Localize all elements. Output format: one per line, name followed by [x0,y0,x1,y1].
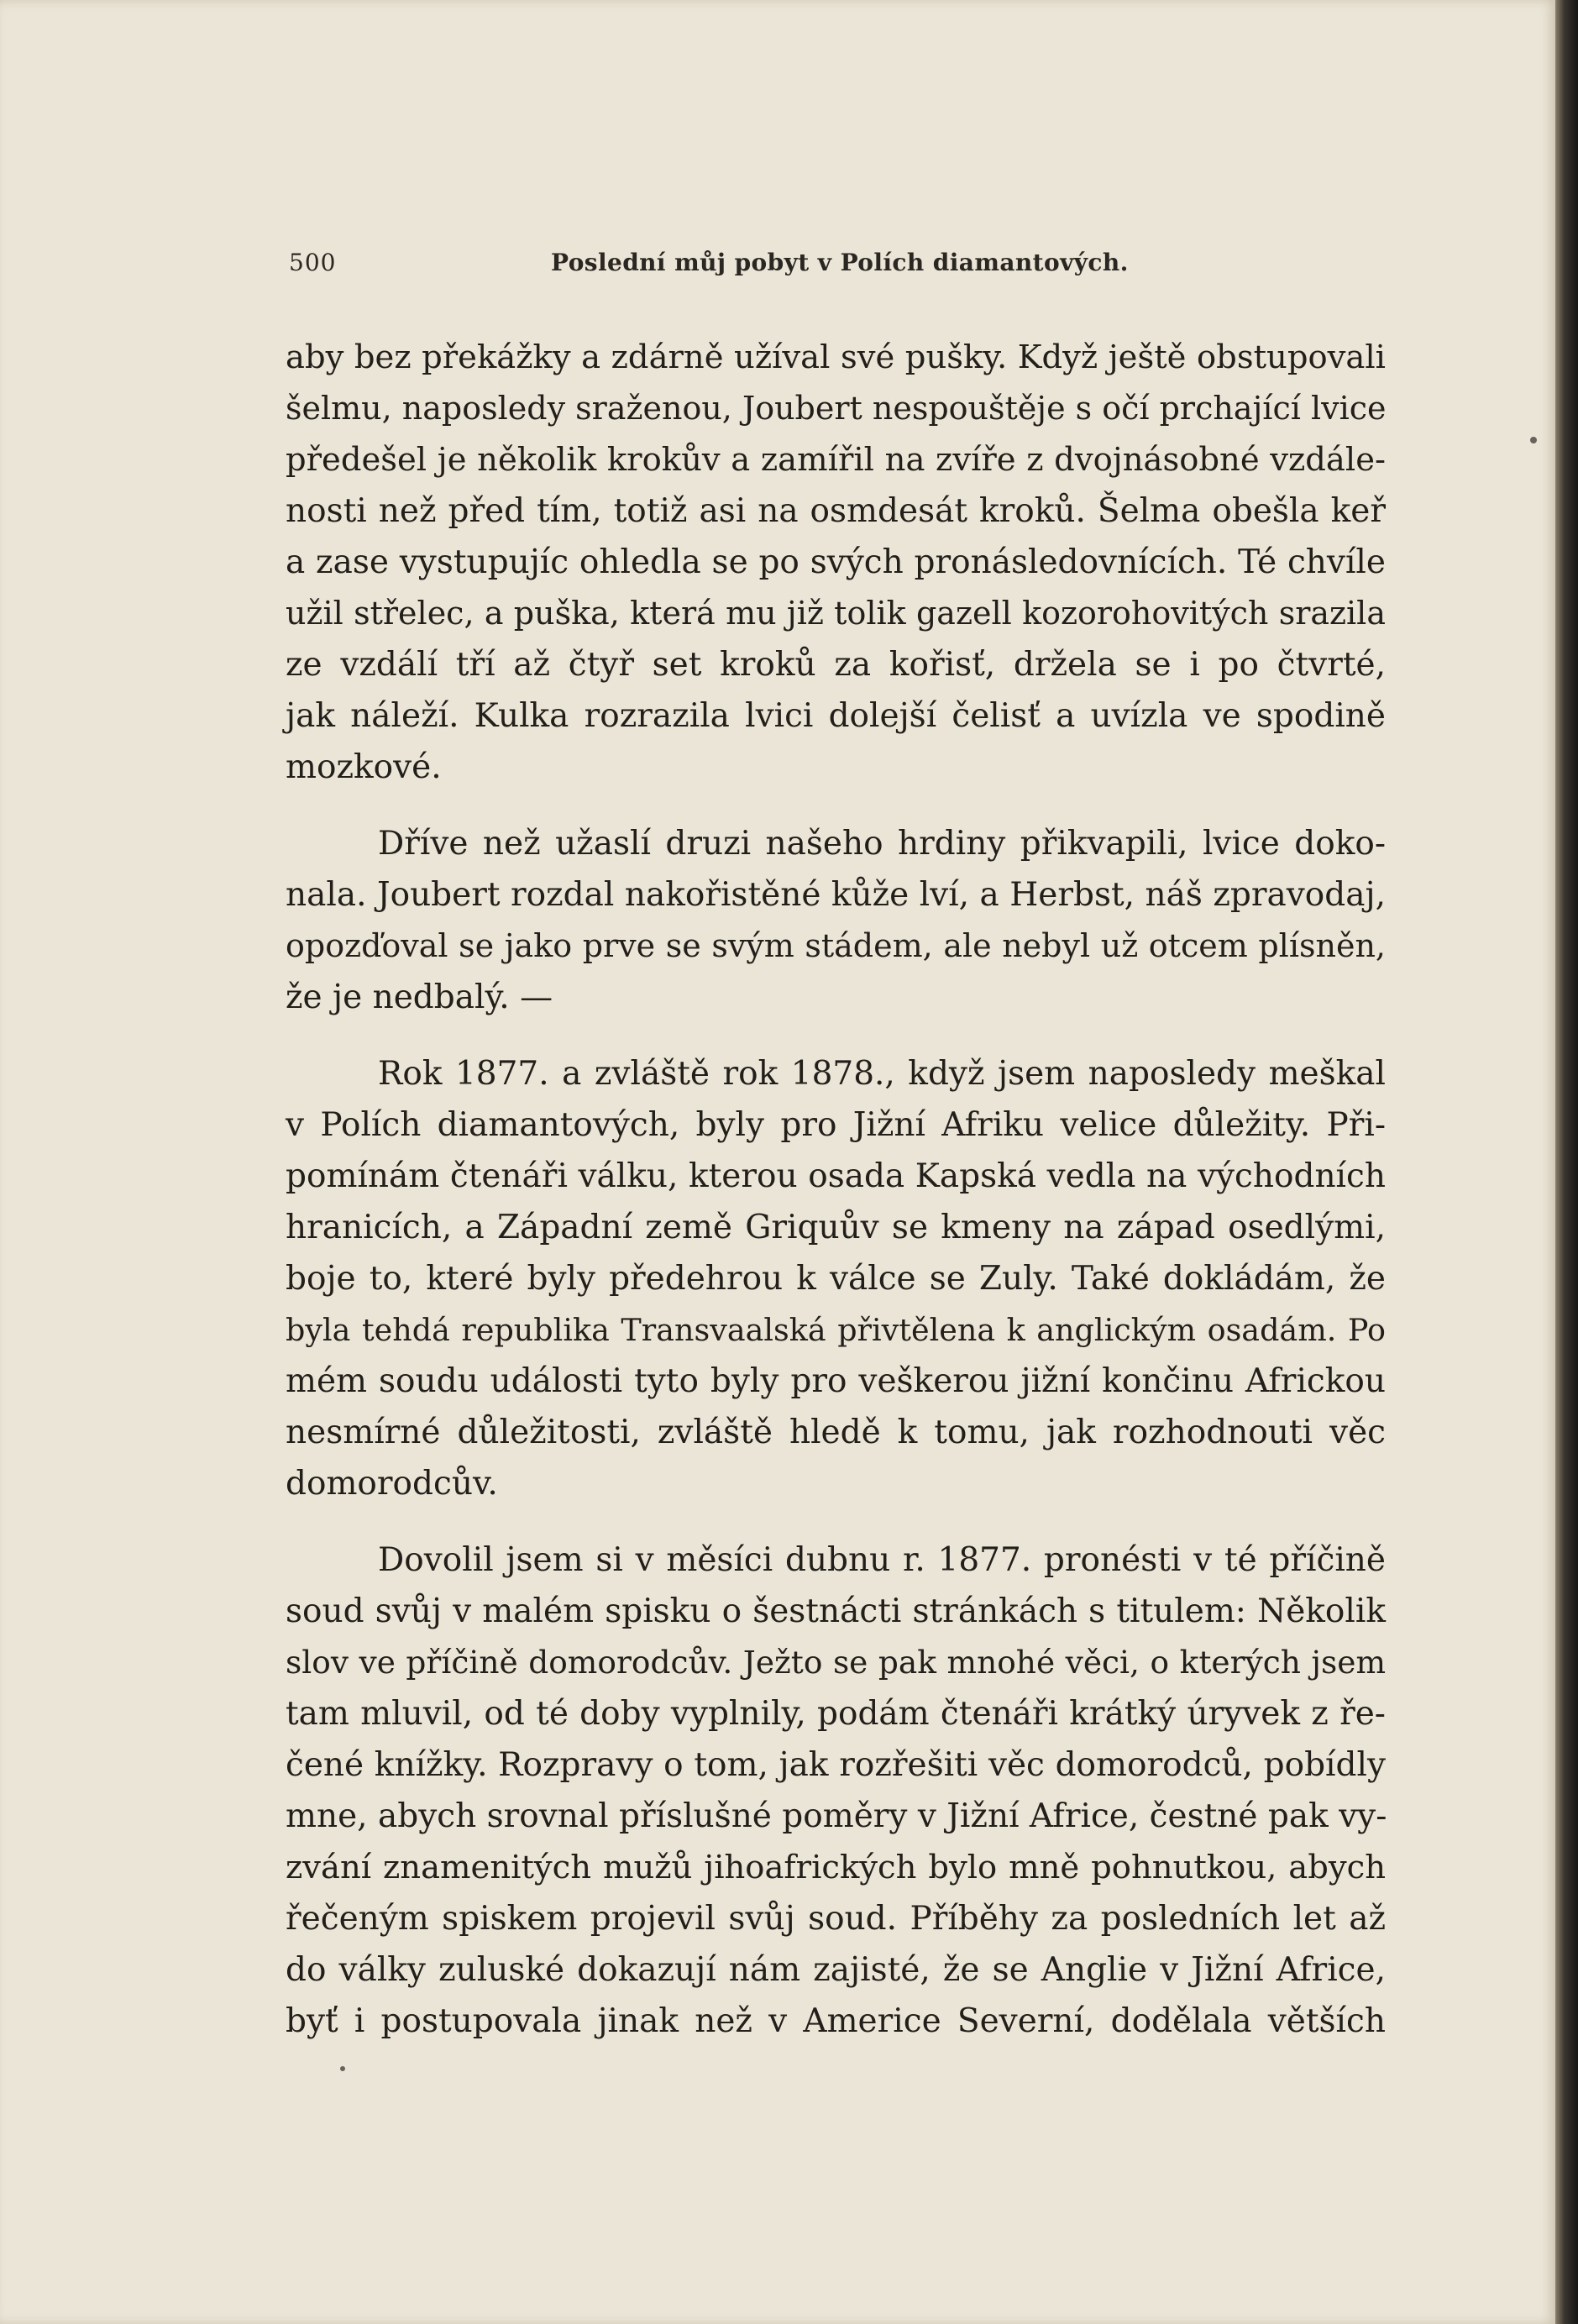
text-line: boje to, které byly předehrou k válce se Zuly. Také dokládám, že [286,1260,1386,1298]
text-line: v Polích diamantových, byly pro Jižní Afriku velice důležity. Při- [286,1106,1386,1144]
paragraph [286,818,1386,1023]
text-line: mne, abych srovnal příslušné poměry v Jižní Africe, čestné pak vy- [286,1797,1387,1835]
text-line: jak náleží. Kulka rozrazila lvici dolejší čelisť a uvízla ve spodině [286,697,1386,735]
text-line: nosti než před tím, totiž asi na osmdesát kroků. Šelma obešla keř [286,492,1386,530]
text-line: že je nedbalý. — [286,978,553,1016]
text-line: slov ve příčině domorodcův. Ježto se pak mnohé věci, o kterých jsem [286,1644,1386,1681]
paper-speck [1530,437,1537,443]
page-edge [1555,0,1578,2324]
text-line: aby bez překážky a zdárně užíval své pušky. Když ještě obstupovali [286,338,1386,376]
text-line: mém soudu události tyto byly pro veškerou jižní končinu Africkou [286,1362,1386,1400]
text-line: opozďoval se jako prve se svým stádem, ale nebyl už otcem plísněn, [286,927,1386,964]
text-line: byť i postupovala jinak než v Americe Severní, dodělala větších [286,2002,1386,2040]
text-line: Rok 1877. a zvláště rok 1878., když jsem naposledy meškal [378,1055,1386,1093]
body-text [286,332,1386,2047]
text-line: šelmu, naposledy sraženou, Joubert nespouštěje s očí prchající lvice [286,390,1387,427]
page-number: 500 [289,249,337,276]
paragraph [286,1534,1386,2047]
text-line: mozkové. [286,748,442,786]
text-line: hranicích, a Západní země Griquův se kmeny na západ osedlými, [286,1209,1386,1246]
text-line: čené knížky. Rozpravy o tom, jak rozřešiti věc domorodců, pobídly [286,1746,1386,1784]
text-line: domorodcův. [286,1465,498,1503]
text-line: nala. Joubert rozdal nakořistěné kůže lví, a Herbst, náš zpravodaj, [286,876,1386,914]
text-line: zvání znamenitých mužů jihoafrických bylo mně pohnutkou, abych [286,1849,1386,1886]
paper-speck [340,2066,345,2071]
paragraph [286,332,1386,793]
text-line: byla tehdá republika Transvaalská přivtělena k anglickým osadám. Po [286,1312,1386,1348]
text-line: užil střelec, a puška, která mu již tolik gazell kozorohovitých srazila [286,595,1386,632]
text-line: a zase vystupujíc ohledla se po svých pronásledovnících. Té chvíle [286,543,1386,581]
paragraph [286,1048,1386,1509]
running-head [286,249,1134,282]
text-line: pomínám čtenáři válku, kterou osada Kapská vedla na východních [286,1157,1386,1195]
text-line: řečeným spiskem projevil svůj soud. Příběhy za posledních let až [286,1900,1386,1938]
text-line: Dříve než užaslí druzi našeho hrdiny přikvapili, lvice doko- [378,825,1386,863]
text-line: do války zuluské dokazují nám zajisté, že se Anglie v Jižní Africe, [286,1951,1386,1989]
text-line: tam mluvil, od té doby vyplnily, podám čtenáři krátký úryvek z ře- [286,1695,1386,1733]
text-line: předešel je několik krokův a zamířil na zvíře z dvojnásobné vzdále- [286,441,1386,479]
text-line: Dovolil jsem si v měsíci dubnu r. 1877. pronésti v té příčině [378,1541,1386,1579]
running-title: Poslední můj pobyt v Polích diamantových. [551,249,1129,276]
text-line: soud svůj v malém spisku o šestnácti stránkách s titulem: Několik [286,1592,1386,1630]
text-line: nesmírné důležitosti, zvláště hledě k tomu, jak rozhodnouti věc [286,1414,1386,1451]
text-line: ze vzdálí tří až čtyř set kroků za kořisť, držela se i po čtvrté, [286,646,1386,684]
